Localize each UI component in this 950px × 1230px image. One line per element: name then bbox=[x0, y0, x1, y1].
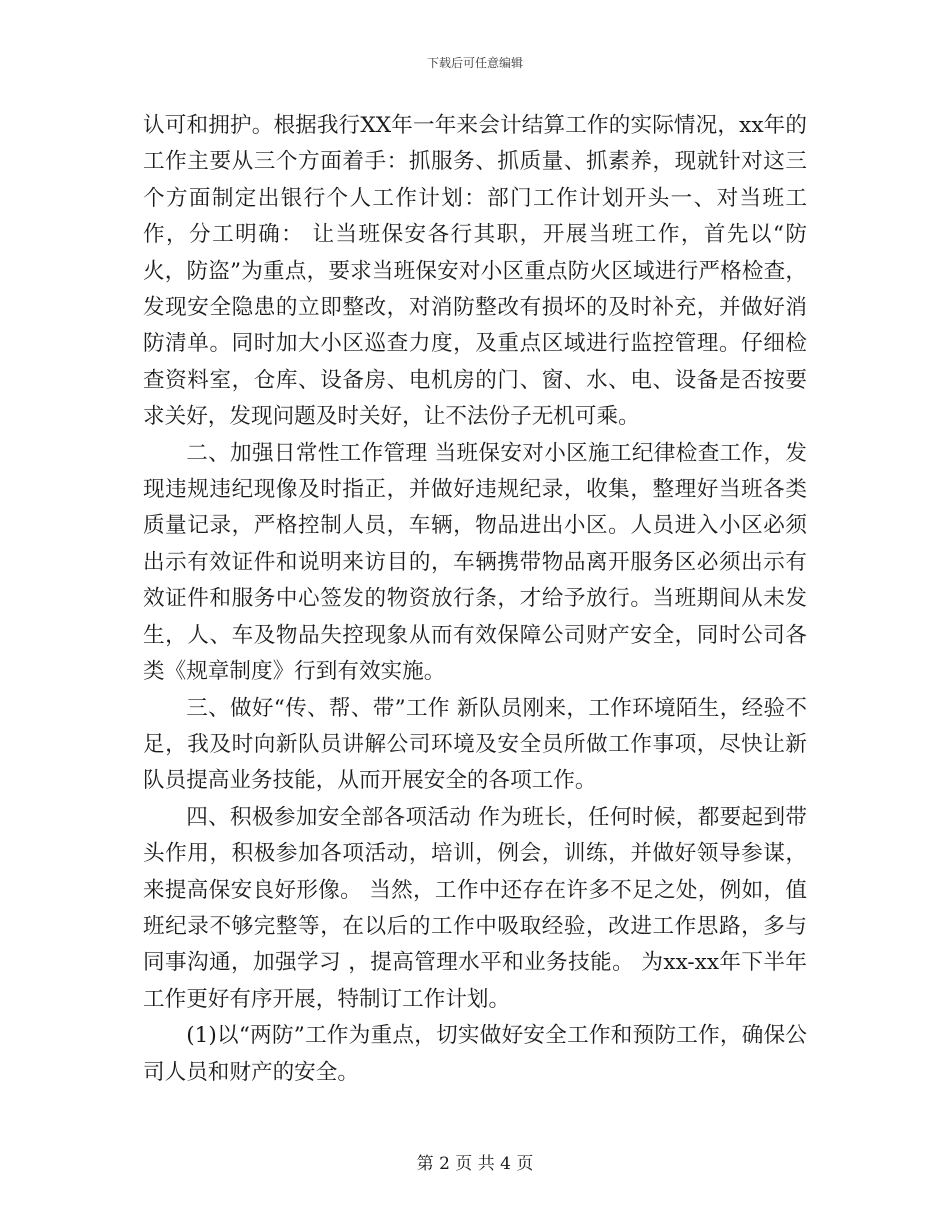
paragraph-1: 认可和拥护。根据我行XX年一年来会计结算工作的实际情况，xx年的工作主要从三个方面着手：抓服务、抓质量、抓素养，现就针对这三个方面制定出银行个人工作计划：部门工作计划开头一、对当班工作，分工明确： 让当班保安各行其职，开展当班工作，首先以“防火，防盗”为重点，要求当班保安对小区重点防火区域进行严格检查，发现安全隐患的立即整改，对消防整改有损坏的及时补充，并做好消防清单。同时加大小区巡查力度，及重点区域进行监控管理。仔细检查资料室，仓库、设备房、电机房的门、窗、水、电、设备是否按要求关好，发现问题及时关好，让不法份子无机可乘。 bbox=[143, 113, 807, 430]
paragraph-2: 二、加强日常性工作管理 当班保安对小区施工纪律检查工作，发现违规违纪现像及时指正，并做好违规纪录，收集，整理好当班各类质量记录，严格控制人员，车辆，物品进出小区。人员进入小区必须出示有效证件和说明来访目的，车辆携带物品离开服务区必须出示有效证件和服务中心签发的物资放行条，才给予放行。当班期间从未发生，人、车及物品失控现象从而有效保障公司财产安全，同时公司各类《规章制度》行到有效实施。 bbox=[143, 440, 807, 685]
paragraph-3: 三、做好“传、帮、带”工作 新队员刚来，工作环境陌生，经验不足，我及时向新队员讲解公司环境及安全员所做工作事项，尽快让新队员提高业务技能，从而开展安全的各项工作。 bbox=[143, 695, 807, 794]
paragraph-4: 四、积极参加安全部各项活动 作为班长，任何时候，都要起到带头作用，积极参加各项活动，培训，例会，训练，并做好领导参谋，来提高保安良好形像。 当然，工作中还存在许多不足之处，例如，值班纪录不够完整等，在以后的工作中吸取经验，改进工作思路，多与同事沟通，加强学习 ，提高管理水平和业务技能。 为xx-xx年下半年工作更好有序开展，特制订工作计划。 bbox=[143, 804, 807, 1012]
page-header: 下载后可任意编辑 bbox=[426, 56, 523, 70]
page-footer: 第 2 页 共 4 页 bbox=[416, 1154, 534, 1174]
document-body bbox=[143, 108, 807, 1091]
paragraph-5: (1)以“两防”工作为重点，切实做好安全工作和预防工作，确保公司人员和财产的安全。 bbox=[143, 1023, 807, 1085]
